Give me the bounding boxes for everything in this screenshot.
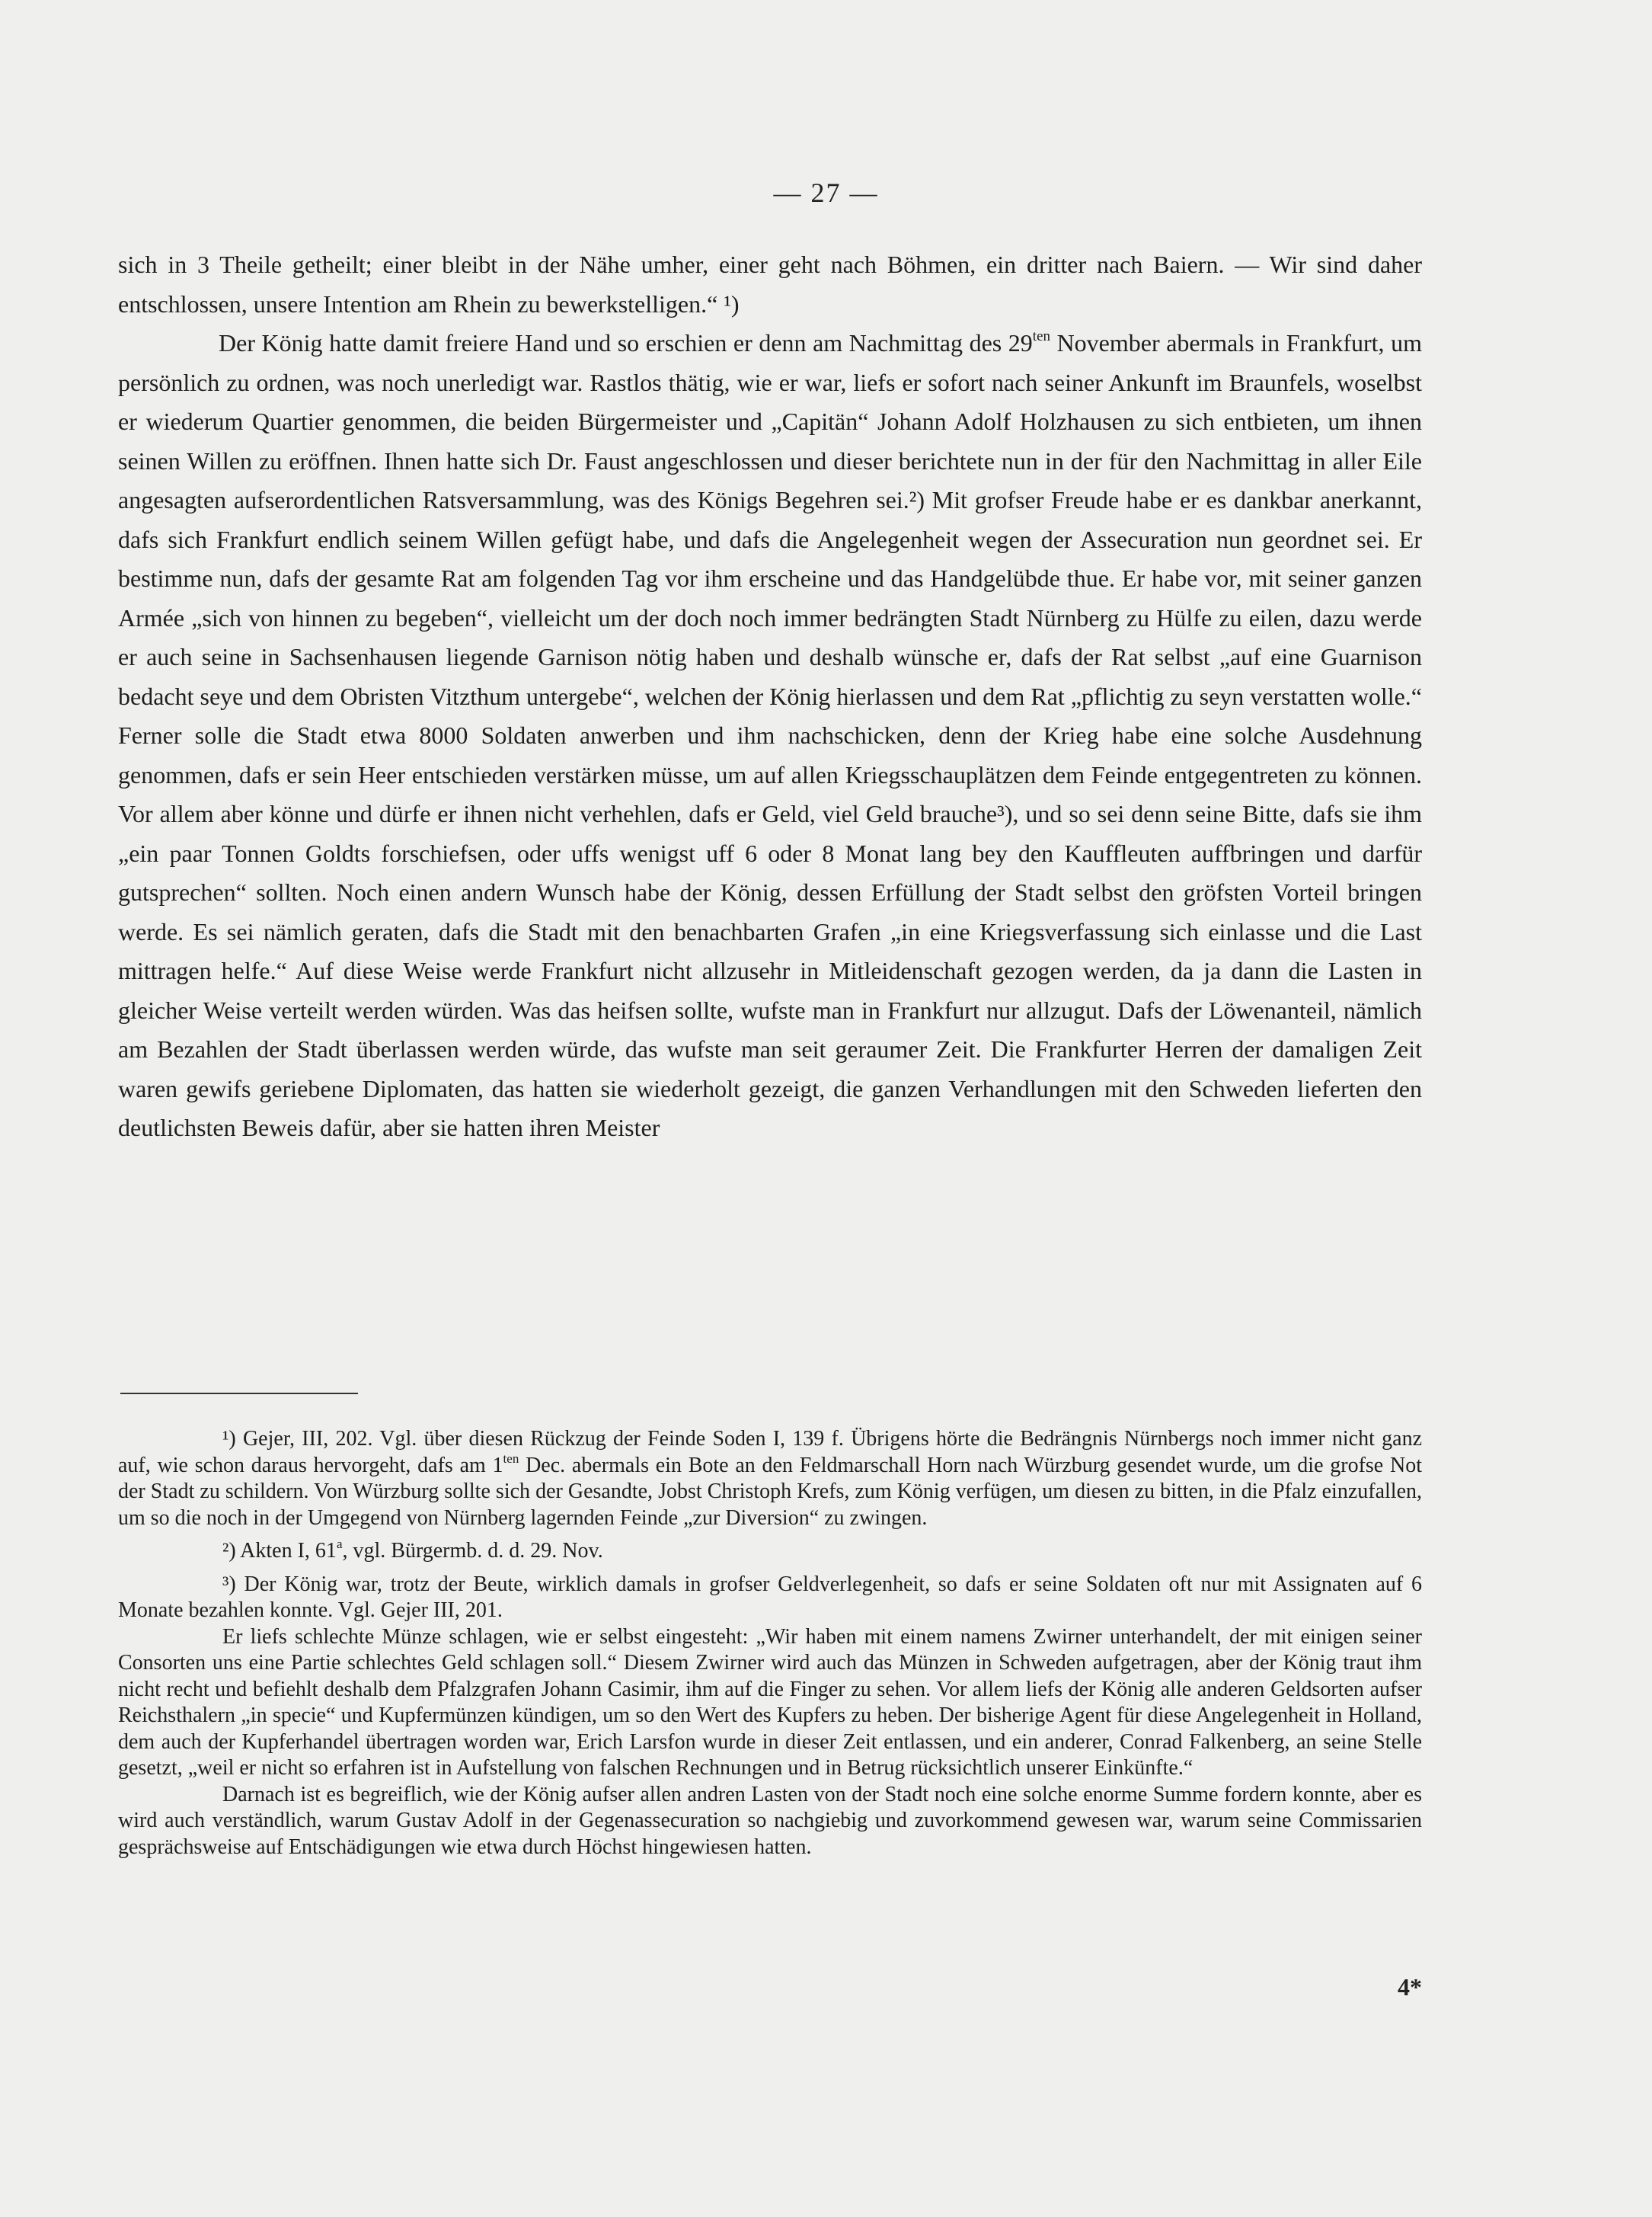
- footnote-2: [118, 1538, 1422, 1565]
- footnote-1-superscript: ten: [503, 1451, 519, 1466]
- paragraph-2: [118, 324, 1422, 1148]
- footnote-1: [118, 1426, 1422, 1531]
- paragraph-1: sich in 3 Theile getheilt; einer bleibt in der Nähe umher, einer geht nach Böhmen, ein dritter nach Baiern. — Wir sind daher entschlossen, unsere Intention am Rhein zu bewerkstelligen.“ ¹): [118, 251, 1422, 318]
- footnote-2-part-b: , vgl. Bürgermb. d. d. 29. Nov.: [342, 1539, 603, 1563]
- signature-mark: 4*: [1398, 1973, 1422, 2001]
- footnote-1-part-b: Dec. abermals ein Bote an den Feldmarschall Horn nach Würzburg gesendet wurde, um die grofse Not der Stadt zu schildern. Von Würzburg sollte sich der Gesandte, Jobst Christoph Krefs, zum König verfügen, um diesen zu bitten, in die Pfalz einzufallen, um so die noch in der Umgegend von Nürnberg lagernden Feinde „zur Diversion“ zu zwingen.: [118, 1453, 1422, 1530]
- paragraph-2-part-a: Der König hatte damit freiere Hand und so erschien er denn am Nachmittag des 29: [219, 329, 1033, 357]
- footnote-3-continuation: Er liefs schlechte Münze schlagen, wie er selbst eingesteht: „Wir haben mit einem namens Zwirner unterhandelt, der mit einigen seiner Consorten uns eine Partie schlechtes Geld schlagen soll.“ Diesem Zwirner wird auch das Münzen in Schweden aufgetragen, aber der König traut ihm nicht recht und befiehlt deshalb dem Pfalzgrafen Johann Casimir, ihm auf die Finger zu sehen. Vor allem liefs der König alle anderen Geldsorten aufser Reichsthalern „in specie“ und Kupfermünzen kündigen, um so den Wert des Kupfers zu heben. Der bisherige Agent für diese Angelegenheit in Holland, dem auch der Kupferhandel übertragen worden war, Erich Larsfon wurde in dieser Zeit entlassen, und ein anderer, Conrad Falkenberg, an seine Stelle gesetzt, „weil er nicht so erfahren ist in Aufstellung von falschen Rechnungen und in Betrug rücksichtlich unserer Einkünfte.“: [118, 1624, 1422, 1780]
- footnote-1-part-a: ¹) Gejer, III, 202. Vgl. über diesen Rückzug der Feinde Soden I, 139 f. Übrigens hörte die Bedrängnis Nürnbergs noch immer nicht ganz auf, wie schon daraus hervorgeht, dafs am 1: [118, 1427, 1422, 1477]
- page-number: — 27 —: [773, 178, 879, 208]
- footnote-separator: [120, 1393, 358, 1394]
- footnotes: [118, 1426, 1422, 1867]
- main-text: [118, 245, 1422, 1148]
- paragraph-2-part-b: November abermals in Frankfurt, um persönlich zu ordnen, was noch unerledigt war. Rastlos thätig, wie er war, liefs er sofort nach seiner Ankunft im Braunfels, woselbst er wiederum Quartier genommen, die beiden Bürgermeister und „Capitän“ Johann Adolf Holzhausen zu sich entbieten, um ihnen seinen Willen zu eröffnen. Ihnen hatte sich Dr. Faust angeschlossen und dieser berichtete nun in der für den Nachmittag in aller Eile angesagten aufserordentlichen Ratsversammlung, was des Königs Begehren sei.²) Mit grofser Freude habe er es dankbar anerkannt, dafs sich Frankfurt endlich seinem Willen gefügt habe, und dafs die Angelegenheit wegen der Assecuration nun geordnet sei. Er bestimme nun, dafs der gesamte Rat am folgenden Tag vor ihm erscheine und das Handgelübde thue. Er habe vor, mit seiner ganzen Armée „sich von hinnen zu begeben“, vielleicht um der doch noch immer bedrängten Stadt Nürnberg zu Hülfe zu eilen, dazu werde er auch seine in Sachsenhausen liegende Garnison nötig haben und deshalb wünsche er, dafs der Rat selbst „auf eine Guarnison bedacht seye und dem Obristen Vitzthum untergebe“, welchen der König hierlassen und dem Rat „pflichtig zu seyn verstatten wolle.“ Ferner solle die Stadt etwa 8000 Soldaten anwerben und ihm nachschicken, denn der Krieg habe eine solche Ausdehnung genommen, dafs er sein Heer entschieden verstärken müsse, um auf allen Kriegsschauplätzen dem Feinde entgegentreten zu können. Vor allem aber könne und dürfe er ihnen nicht verhehlen, dafs er Geld, viel Geld brauche³), und so sei denn seine Bitte, dafs sie ihm „ein paar Tonnen Goldts forschiefsen, oder uffs wenigst uff 6 oder 8 Monat lang bey den Kauffleuten auffbringen und darfür gutsprechen“ sollten. Noch einen andern Wunsch habe der König, dessen Erfüllung der Stadt selbst den gröfsten Vorteil bringen werde. Es sei nämlich geraten, dafs die Stadt mit den benachbarten Grafen „in eine Kriegsverfassung sich einlasse und die Last mittragen helfe.“ Auf diese Weise werde Frankfurt nicht allzusehr in Mitleidenschaft gezogen werden, da ja dann die Lasten in gleicher Weise verteilt werden würden. Was das heifsen sollte, wufste man in Frankfurt nur allzugut. Dafs der Löwenanteil, nämlich am Bezahlen der Stadt überlassen werden würde, das wufste man seit geraumer Zeit. Die Frankfurter Herren der damaligen Zeit waren gewifs geriebene Diplomaten, das hatten sie wiederholt gezeigt, die ganzen Verhandlungen mit den Schweden lieferten den deutlichsten Beweis dafür, aber sie hatten ihren Meister: [118, 329, 1423, 1141]
- footnote-2-part-a: ²) Akten I, 61: [222, 1539, 337, 1563]
- superscript-ten: ten: [1032, 328, 1051, 344]
- footnote-3: ³) Der König war, trotz der Beute, wirklich damals in grofser Geldverlegenheit, so dafs er seine Soldaten oft nur mit Assignaten auf 6 Monate bezahlen konnte. Vgl. Gejer III, 201.: [118, 1572, 1422, 1622]
- footnote-2-superscript: a: [336, 1537, 343, 1551]
- footnote-3-conclusion: Darnach ist es begreiflich, wie der König aufser allen andren Lasten von der Stadt noch eine solche enorme Summe fordern konnte, aber es wird auch verständlich, warum Gustav Adolf in der Gegenassecuration so nachgiebig und zuvorkommend gewesen war, warum seine Commissarien gesprächsweise auf Entschädigungen wie etwa durch Höchst hingewiesen hatten.: [118, 1782, 1422, 1859]
